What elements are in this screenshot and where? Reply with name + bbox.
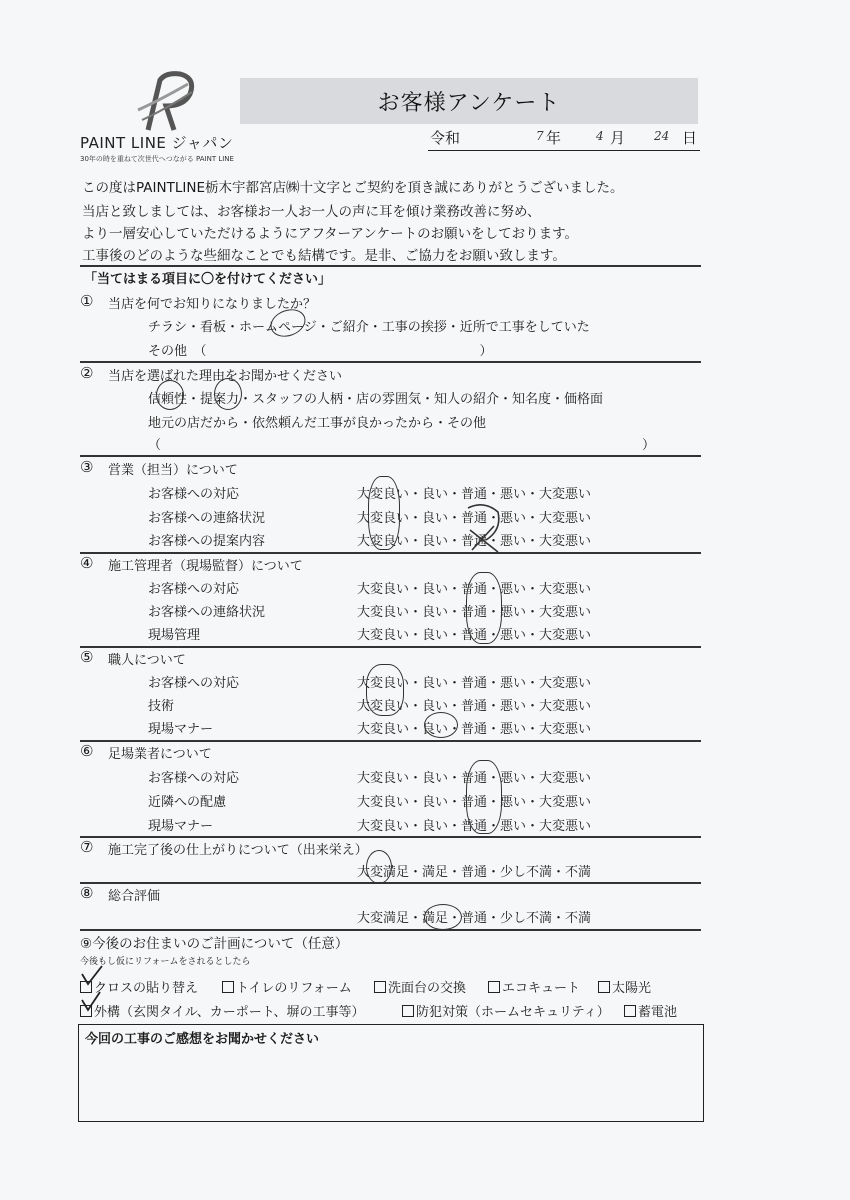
rating-scale: 大変良い・良い・普通・悪い・大変悪い	[357, 582, 592, 597]
brand-tagline: 30年の時を重ねて次世代へつながる PAINT LINE	[80, 155, 234, 163]
rating-scale: 大変良い・良い・普通・悪い・大変悪い	[357, 771, 592, 786]
q2-options-2: 地元の店だから・依然頼んだ工事が良かったから・その他	[148, 416, 487, 431]
q9-option-label: 防犯対策（ホームセキュリティ）	[416, 1005, 610, 1020]
q4-item: お客様への連絡状況	[148, 605, 266, 620]
divider	[80, 929, 701, 931]
brand-name: PAINT LINE ジャパン	[80, 134, 234, 152]
q4-item: お客様への対応	[148, 582, 240, 597]
checkbox-icon	[488, 981, 500, 993]
q1-other: その他 （ ）	[148, 344, 493, 359]
rating-scale: 大変良い・良い・普通・悪い・大変悪い	[357, 628, 592, 643]
q5-item: 現場マナー	[148, 722, 214, 737]
answer-circle	[366, 664, 404, 716]
company-logo	[80, 70, 260, 170]
rating-scale: 大変良い・良い・普通・悪い・大変悪い	[357, 676, 592, 691]
checkbox-icon	[374, 981, 386, 993]
q3-item: お客様への対応	[148, 487, 240, 502]
answer-circle	[466, 572, 502, 644]
q6-item: 近隣への配慮	[148, 795, 227, 810]
q3-item: お客様への提案内容	[148, 534, 266, 549]
date-year-unit: 年	[546, 129, 562, 147]
date-month-unit: 月	[610, 129, 626, 147]
q9-subtitle: 今後もし仮にリフォームをされるとしたら	[80, 957, 251, 967]
date-row	[428, 126, 700, 151]
rating-scale: 大変良い・良い・普通・悪い・大変悪い	[357, 511, 592, 526]
q7-number: ⑦	[80, 838, 94, 856]
checkmark-icon	[80, 962, 106, 1018]
q5-question: 職人について	[108, 653, 186, 668]
q1-question: 当店を何でお知りになりましたか？	[108, 297, 317, 312]
q6-item: お客様への対応	[148, 771, 240, 786]
q4-question: 施工管理者（現場監督）について	[108, 559, 303, 574]
rating-scale: 大変良い・良い・普通・悪い・大変悪い	[357, 534, 592, 549]
q5-item: 技術	[148, 699, 175, 714]
q4-number: ④	[80, 554, 94, 572]
q9-option-label: トイレのリフォーム	[236, 981, 352, 996]
q4-item: 現場管理	[148, 628, 201, 643]
q9-option-label: 蓄電池	[638, 1005, 678, 1020]
divider	[80, 361, 701, 363]
satisfaction-scale: 大変満足・満足・普通・少し不満・不満	[357, 911, 592, 926]
q5-item: お客様への対応	[148, 676, 240, 691]
q8-question: 総合評価	[108, 889, 161, 904]
comment-title: 今回の工事のご感想をお聞かせください	[85, 1032, 320, 1047]
intro-line: 当店と致しましては、お客様お一人お一人の声に耳を傾け業務改善に努め、	[82, 204, 541, 220]
checkbox-icon	[624, 1005, 636, 1017]
satisfaction-scale: 大変満足・満足・普通・少し不満・不満	[357, 865, 592, 880]
rating-scale: 大変良い・良い・普通・悪い・大変悪い	[357, 487, 592, 502]
q5-number: ⑤	[80, 648, 94, 666]
q9-option-label: 外構（玄関タイル、カーポート、塀の工事等）	[94, 1005, 365, 1020]
q9-option-washbasin	[374, 977, 466, 996]
q9-option-label: 太陽光	[612, 981, 652, 996]
intro-line: 工事後のどのような些細なことでも結構です。是非、ご協力をお願い致します。	[82, 248, 566, 264]
date-year-value: 7	[536, 129, 544, 143]
q9-option-security	[402, 1001, 610, 1020]
checkbox-icon	[402, 1005, 414, 1017]
q6-item: 現場マナー	[148, 819, 214, 834]
date-day-unit: 日	[682, 129, 698, 147]
q9-option-label: クロスの貼り替え	[94, 981, 199, 996]
q3-item: お客様への連絡状況	[148, 511, 266, 526]
divider	[80, 836, 701, 838]
date-era: 令和	[430, 129, 461, 147]
date-month-value: 4	[596, 129, 604, 143]
divider	[80, 740, 701, 742]
q9-option-toilet	[222, 977, 352, 996]
rating-scale: 大変良い・良い・普通・悪い・大変悪い	[357, 795, 592, 810]
rating-scale: 大変良い・良い・普通・悪い・大変悪い	[357, 722, 592, 737]
answer-circle	[424, 712, 458, 738]
rating-scale: 大変良い・良い・普通・悪い・大変悪い	[357, 819, 592, 834]
logo-mark-icon	[130, 70, 200, 135]
answer-circle	[366, 850, 392, 884]
page-title: お客様アンケート	[240, 78, 698, 124]
q2-question: 当店を選ばれた理由をお聞かせください	[108, 369, 343, 384]
q1-options: チラシ・看板・ホームページ・ご紹介・工事の挨拶・近所で工事をしていた	[148, 320, 590, 335]
comment-box[interactable]	[78, 1024, 704, 1122]
q3-question: 営業（担当）について	[108, 463, 238, 478]
divider	[80, 552, 701, 554]
instruction: 「当てはまる項目に〇を付けてください」	[84, 272, 332, 287]
answer-circle	[214, 378, 242, 410]
q3-number: ③	[80, 458, 94, 476]
intro-line: この度はPAINTLINE栃木宇都宮店㈱十文字とご契約を頂き誠にありがとうございました。	[82, 180, 624, 196]
intro-line: より一層安心していただけるようにアフターアンケートのお願いをしております。	[82, 226, 578, 242]
checkbox-icon	[598, 981, 610, 993]
q9-option-ecocute	[488, 977, 580, 996]
q2-options-1: 信頼性・提案力・スタッフの人柄・店の雰囲気・知人の紹介・知名度・価格面	[148, 392, 604, 407]
answer-circle	[156, 380, 184, 410]
answer-circle	[424, 904, 462, 930]
divider	[80, 455, 701, 457]
q9-option-solar	[598, 977, 651, 996]
q9-option-exterior	[80, 1001, 365, 1020]
rating-scale: 大変良い・良い・普通・悪い・大変悪い	[357, 605, 592, 620]
answer-circle	[368, 476, 400, 550]
q7-question: 施工完了後の仕上がりについて（出来栄え）	[108, 843, 368, 858]
q2-number: ②	[80, 364, 94, 382]
q8-number: ⑧	[80, 884, 94, 902]
rating-scale: 大変良い・良い・普通・悪い・大変悪い	[357, 699, 592, 714]
divider	[80, 265, 701, 267]
answer-circle	[466, 760, 502, 834]
date-day-value: 24	[654, 129, 670, 143]
q9-question: ⑨今後のお住まいのご計画について（任意）	[80, 936, 349, 952]
q6-question: 足場業者について	[108, 747, 212, 762]
q1-number: ①	[80, 292, 94, 310]
divider	[80, 646, 701, 648]
divider	[80, 882, 701, 884]
q9-option-label: エコキュート	[502, 981, 581, 996]
q6-number: ⑥	[80, 742, 94, 760]
cross-out-mark	[464, 500, 504, 556]
q9-option-battery	[624, 1001, 677, 1020]
q2-other: （ ）	[148, 438, 656, 453]
checkbox-icon	[222, 981, 234, 993]
q9-option-label: 洗面台の交換	[388, 981, 467, 996]
